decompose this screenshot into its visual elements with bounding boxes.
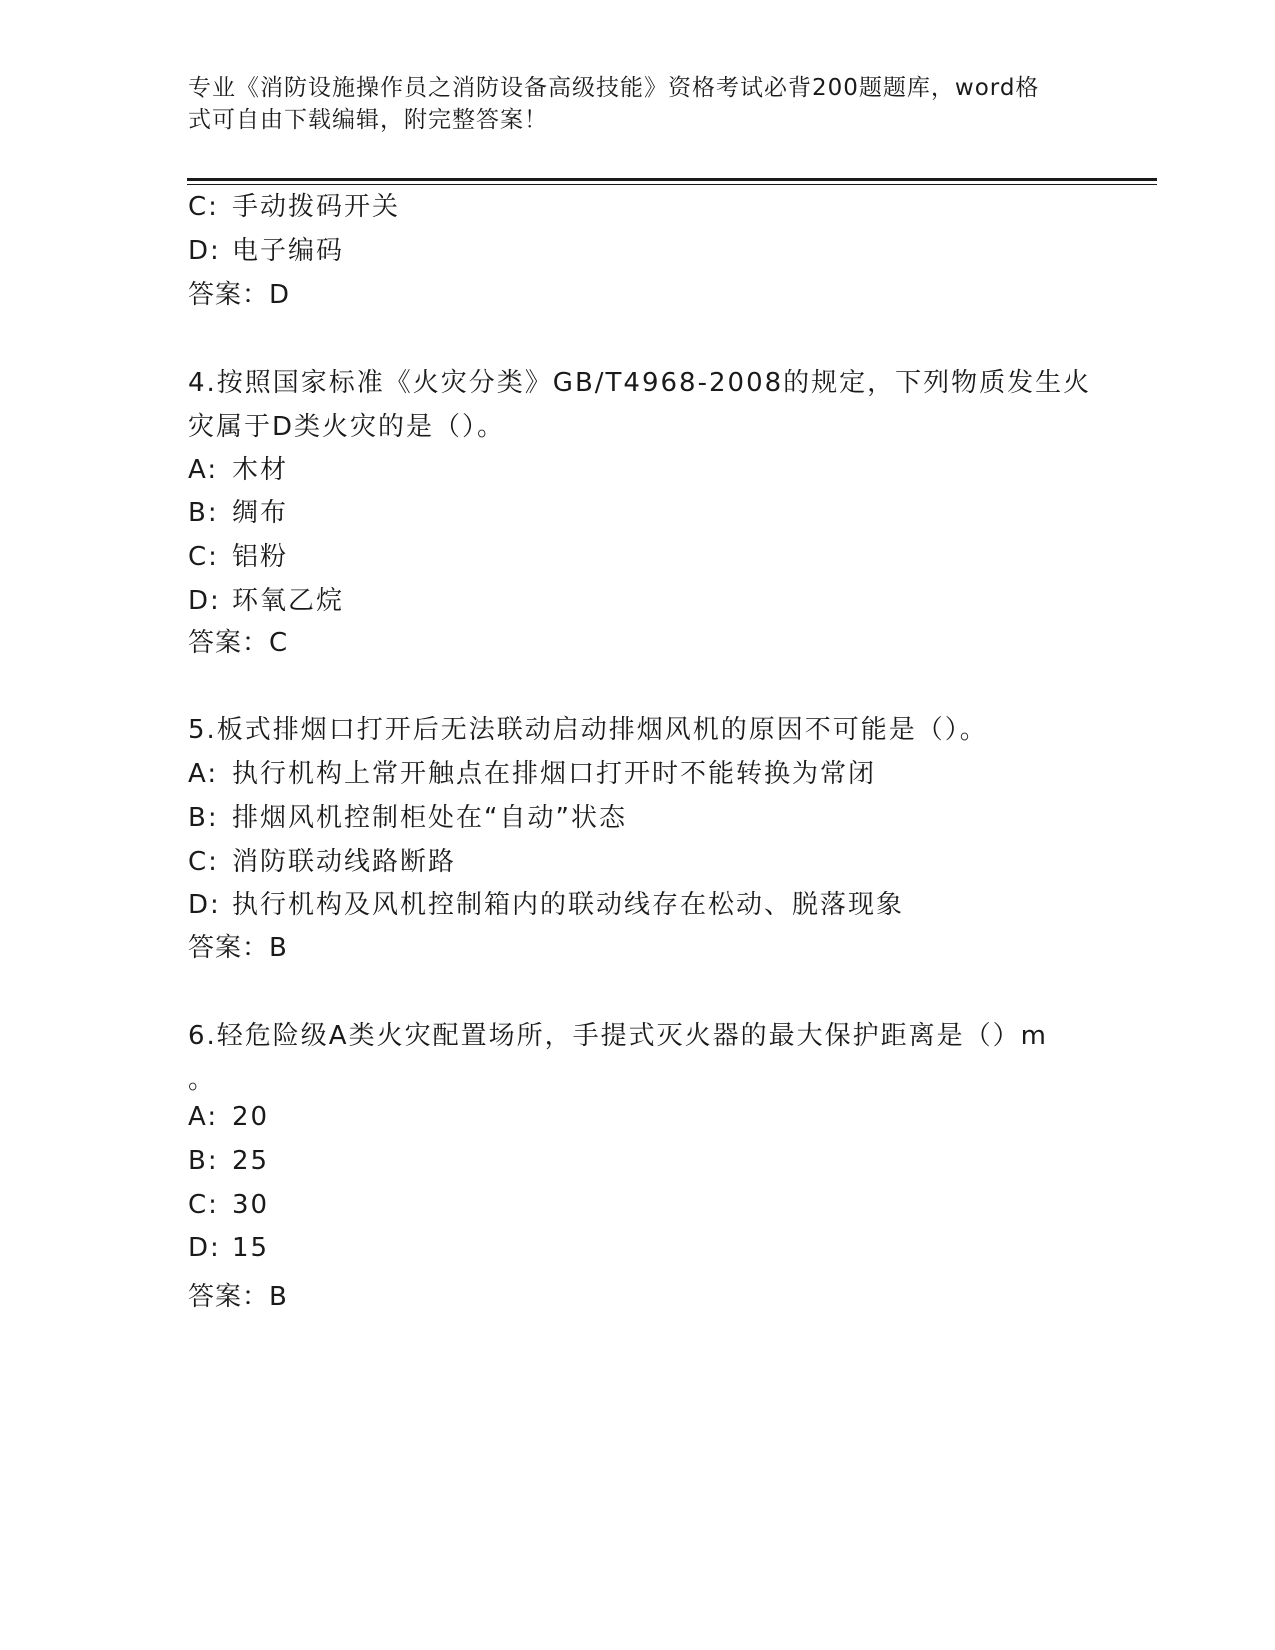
header-line-1: 专业《消防设施操作员之消防设备高级技能》资格考试必背200题题库，word格: [188, 75, 1040, 101]
option-line: [188, 230, 1108, 267]
option-line: [188, 1190, 1108, 1220]
option-text: 手动拨码开关: [232, 192, 401, 222]
option-line: [188, 884, 1108, 921]
option-label: A:: [188, 1102, 219, 1132]
option-line: [188, 536, 1108, 573]
header-divider-thin: [187, 184, 1157, 185]
question-stem-line: 灾属于D类火灾的是（）。: [188, 412, 506, 442]
header-divider-thick: [187, 178, 1157, 181]
option-line: [188, 797, 1108, 834]
option-label: D:: [188, 1233, 221, 1263]
answer-line: 答案：B: [188, 1282, 288, 1312]
answer-line: 答案：D: [188, 280, 291, 310]
option-text: 铝粉: [232, 542, 289, 572]
option-line: [188, 580, 1108, 617]
option-label: A:: [188, 759, 219, 789]
option-text: 消防联动线路断路: [232, 847, 457, 877]
option-text: 排烟风机控制柜处在“自动”状态: [232, 803, 627, 833]
option-label: D:: [188, 236, 221, 266]
header-line-2: 式可自由下载编辑，附完整答案！: [188, 107, 548, 133]
option-text: 20: [232, 1102, 270, 1132]
option-text: 环氧乙烷: [232, 586, 345, 616]
option-text: 木材: [232, 455, 289, 485]
option-label: C:: [188, 542, 219, 572]
option-line: [188, 841, 1108, 878]
option-label: B:: [188, 498, 219, 528]
option-text: 绸布: [232, 498, 289, 528]
question-stem-line: 6.轻危险级A类火灾配置场所，手提式灭火器的最大保护距离是（）m: [188, 1021, 1048, 1051]
option-text: 15: [232, 1233, 270, 1263]
option-text: 执行机构上常开触点在排烟口打开时不能转换为常闭: [232, 759, 877, 789]
option-text: 30: [232, 1190, 270, 1220]
option-text: 执行机构及风机控制箱内的联动线存在松动、脱落现象: [232, 890, 905, 920]
option-line: [188, 492, 1108, 529]
option-label: C:: [188, 192, 219, 222]
option-line: [188, 449, 1108, 486]
option-label: C:: [188, 847, 219, 877]
option-label: D:: [188, 890, 221, 920]
option-text: 电子编码: [232, 236, 345, 266]
question-stem-line: 5.板式排烟口打开后无法联动启动排烟风机的原因不可能是（）。: [188, 715, 988, 745]
answer-line: 答案：C: [188, 628, 289, 658]
option-label: C:: [188, 1190, 219, 1220]
question-stem-line: 。: [188, 1065, 217, 1095]
option-text: 25: [232, 1146, 270, 1176]
document-header: [188, 72, 1068, 136]
option-line: [188, 1233, 1108, 1263]
option-label: D:: [188, 586, 221, 616]
option-label: B:: [188, 1146, 219, 1176]
answer-line: 答案：B: [188, 933, 288, 963]
option-line: [188, 753, 1108, 790]
option-line: [188, 1146, 1108, 1176]
option-label: B:: [188, 803, 219, 833]
option-line: [188, 186, 1108, 223]
option-line: [188, 1102, 1108, 1132]
question-stem-line: 4.按照国家标准《火灾分类》GB/T4968-2008的规定，下列物质发生火: [188, 368, 1092, 398]
option-label: A:: [188, 455, 219, 485]
